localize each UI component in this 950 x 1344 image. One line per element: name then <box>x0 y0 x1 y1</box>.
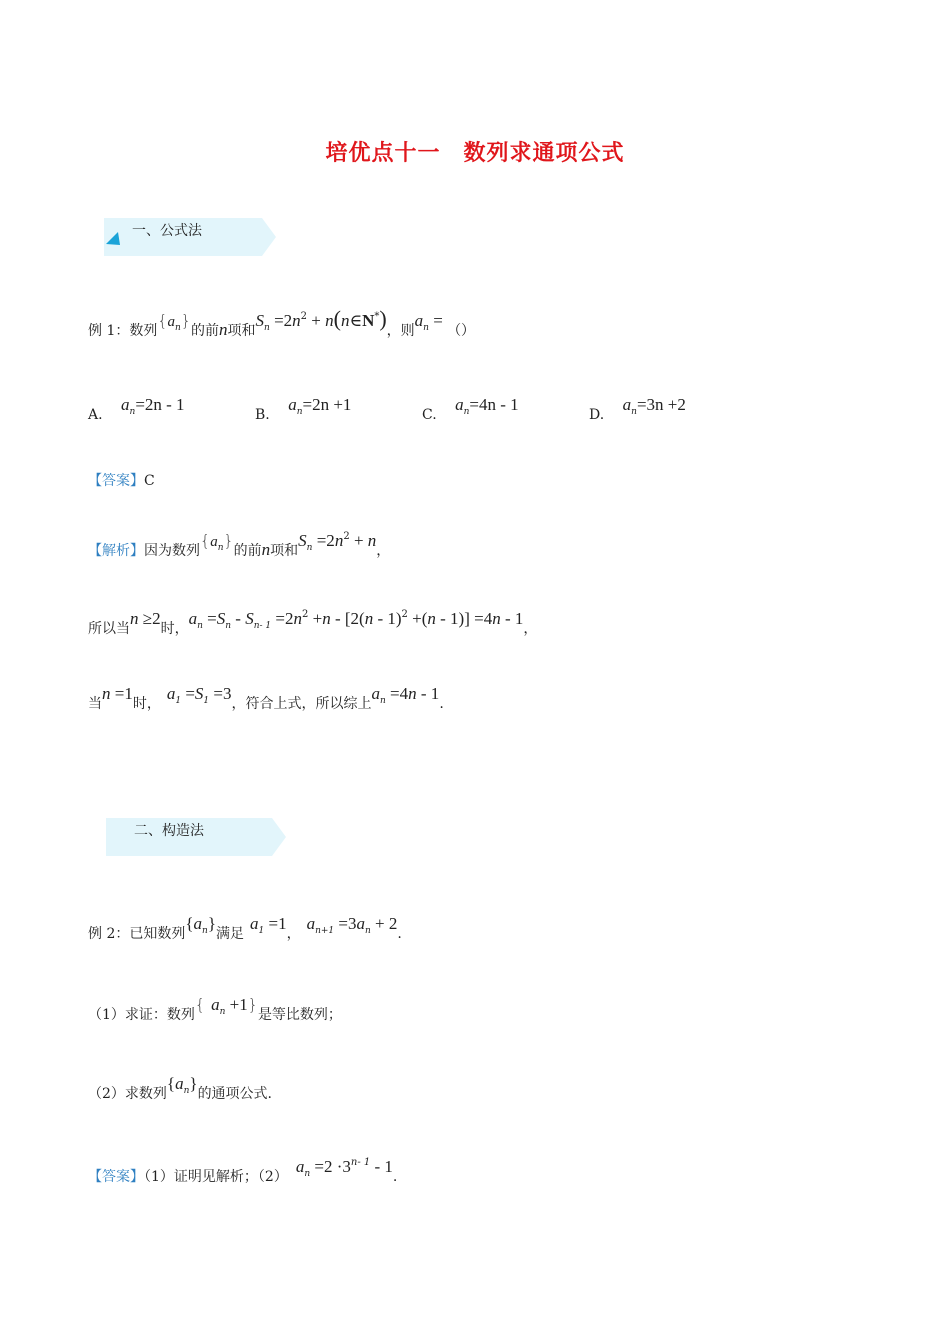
example-2-question: 例 2：已知数列$\{a_n\}$满足$a_1 =1$，$a_{n+1} =3a_n + 2$. <box>88 914 402 942</box>
example-2-part-1: （1）求证：数列{ $a_n +1$}是等比数列； <box>88 995 342 1023</box>
section-label: 二、构造法 <box>134 823 204 839</box>
section-banner-construction <box>106 818 286 856</box>
option-letter: B. <box>255 407 270 423</box>
analysis-line-1: 【解析】因为数列$\{a_n\}$的前n项和$S_n =2n^2 + n$， <box>88 531 391 559</box>
option-a[interactable]: A. $a_n=2n - 1$ <box>88 395 185 423</box>
text: 例 2：已知数列 <box>88 926 186 942</box>
analysis-line-3: 当n =1时，$a_1 =S_1 =3$，符合上式，所以综上$a_n =4n - 1$. <box>88 684 444 712</box>
text: 项和 <box>227 323 256 339</box>
text: 时， <box>132 696 161 712</box>
text: ，则 <box>386 323 415 339</box>
option-letter: D. <box>589 407 605 423</box>
text: （2）求数列 <box>88 1086 167 1102</box>
text: 的通项公式. <box>197 1086 273 1102</box>
option-letter: C. <box>422 407 437 423</box>
text: 是等比数列； <box>257 1007 342 1023</box>
text: 的前 <box>233 543 262 559</box>
text: 例 1：数列 <box>88 323 158 339</box>
text: （1）证明见解析；（2） <box>144 1169 288 1185</box>
text: . <box>392 1169 398 1185</box>
text: . <box>439 696 444 712</box>
option-expr: =2n - 1 <box>135 395 185 414</box>
option-b[interactable]: B. $a_n=2n +1$ <box>255 395 352 423</box>
text: 因为数列 <box>144 543 200 559</box>
text: （） <box>447 323 476 339</box>
example-2-answer: 【答案】（1）证明见解析；$(2)a_n =2 \cdot 3^{n- 1} - 1$. <box>88 1157 398 1185</box>
text: 时， <box>160 621 189 637</box>
text: ， <box>523 621 538 637</box>
text: 所以当 <box>88 621 130 637</box>
answer-label: 【答案】 <box>88 473 144 489</box>
text: ，符合上式，所以综上 <box>231 696 372 712</box>
answer-label: 【答案】 <box>88 1169 144 1185</box>
example-1-question: 例 1：数列$\{a_n\}$的前n项和$S_n =2n^2$ + n(n∈N*)，则$a_n$ = （） <box>88 306 476 339</box>
option-d[interactable]: D. $a_n=3n +2$ <box>589 395 686 423</box>
analysis-label: 【解析】 <box>88 543 144 559</box>
text: 满足 <box>216 926 244 942</box>
section-label: 一、公式法 <box>132 223 202 239</box>
option-expr: =4n - 1 <box>469 395 519 414</box>
text: 项和 <box>270 543 299 559</box>
page-title: 培优点十一 数列求通项公式 <box>325 141 625 166</box>
option-c[interactable]: C. $a_n=4n - 1$ <box>422 395 519 423</box>
option-expr: =3n +2 <box>636 395 686 414</box>
section-banner-formula <box>104 218 276 256</box>
answer-value: C <box>144 473 155 489</box>
example-2-part-2: （2）求数列$\{a_n\}$的通项公式. <box>88 1074 273 1102</box>
text: 的前 <box>191 323 220 339</box>
option-letter: A. <box>88 407 103 423</box>
text: . <box>397 926 402 942</box>
text: （1）求证：数列 <box>88 1007 195 1023</box>
text: ， <box>286 926 301 942</box>
example-1-answer <box>88 471 155 491</box>
text: ， <box>376 543 391 559</box>
option-expr: =2n +1 <box>302 395 352 414</box>
analysis-line-2: 所以当n ≥2时，$a_n =S_n - S_{n- 1} =2n^2 +n - [2(n - 1)^2 +(n - 1)] =4n - 1$， <box>88 609 538 637</box>
text: 当 <box>88 696 102 712</box>
